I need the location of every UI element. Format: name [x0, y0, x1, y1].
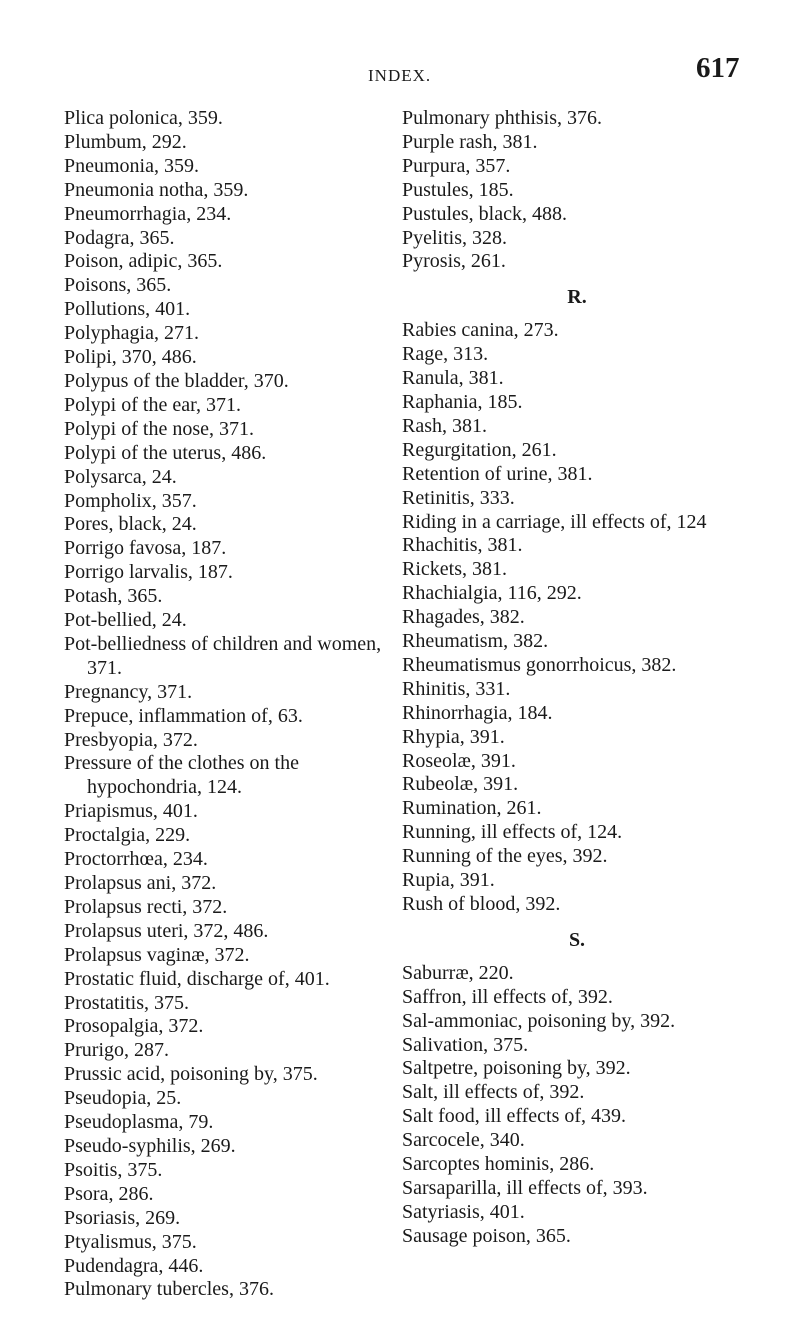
index-entry: Rage, 313. [402, 343, 489, 366]
index-entry: Pressure of the clothes on the hypochondria, 124. [64, 752, 299, 799]
index-entry: Rush of blood, 392. [402, 893, 561, 915]
index-entry: Polypi of the nose, 371. [64, 417, 254, 440]
index-entry: Pollutions, 401. [64, 298, 191, 321]
index-entry: Porrigo favosa, 187. [64, 537, 227, 560]
index-entry: Pregnancy, 371. [64, 680, 193, 703]
index-entry: Salivation, 375. [402, 1033, 529, 1056]
index-entry: Podagra, 365. [64, 226, 175, 249]
index-entry: Pustules, black, 488. [402, 202, 567, 225]
index-entry: Pulmonary phthisis, 376. [402, 107, 603, 129]
index-entry: Saltpetre, poisoning by, 392. [402, 1057, 631, 1080]
index-entry: Polypus of the bladder, 370. [64, 369, 289, 392]
index-entry: Pneumonia notha, 359. [64, 178, 249, 201]
index-entry: Purple rash, 381. [402, 130, 538, 153]
index-entry: Pyelitis, 328. [402, 226, 508, 249]
index-entry: Rhinitis, 331. [402, 677, 511, 700]
index-entry: Satyriasis, 401. [402, 1200, 525, 1223]
index-list-r [402, 319, 792, 917]
index-entry: Raphania, 185. [402, 390, 523, 413]
index-entry: Pot-bellied, 24. [64, 609, 187, 632]
index-entry: Presbyopia, 372. [64, 728, 198, 751]
index-entry: Proctalgia, 229. [64, 824, 191, 847]
index-entry: Polipi, 370, 486. [64, 346, 197, 369]
index-entry: Potash, 365. [64, 585, 163, 608]
index-entry: Proctorrhœa, 234. [64, 848, 208, 871]
index-entry: Prussic acid, poisoning by, 375. [64, 1063, 318, 1086]
index-entry: Rhypia, 391. [402, 725, 505, 748]
index-entry: Rumination, 261. [402, 797, 542, 820]
index-entry: Rhachitis, 381. [402, 534, 523, 557]
index-entry: Retinitis, 333. [402, 486, 515, 509]
index-entry: Sarcocele, 340. [402, 1129, 525, 1152]
index-entry: Pneumorrhagia, 234. [64, 202, 232, 225]
index-entry: Psoriasis, 269. [64, 1206, 181, 1229]
index-entry: Polyphagia, 271. [64, 322, 199, 345]
index-entry: Salt food, ill effects of, 439. [402, 1105, 627, 1128]
section-letter-r: R. [567, 286, 587, 309]
index-entry: Prolapsus ani, 372. [64, 872, 217, 894]
index-entry: Rash, 381. [402, 414, 487, 437]
index-entry: Pores, black, 24. [64, 513, 197, 536]
page-number: 617 [696, 52, 740, 84]
index-entry: Pompholix, 357. [64, 489, 197, 512]
index-entry: Rupia, 391. [402, 869, 495, 892]
index-list-p-continued [402, 107, 792, 274]
index-entry: Rabies canina, 273. [402, 319, 559, 342]
index-entry: Running of the eyes, 392. [402, 845, 608, 868]
index-column-right [402, 107, 792, 1249]
index-entry: Running, ill effects of, 124. [402, 821, 623, 844]
index-entry: Prostatic fluid, discharge of, 401. [64, 967, 330, 990]
index-entry: Sarsaparilla, ill effects of, 393. [402, 1176, 648, 1199]
index-entry: Sal-ammoniac, poisoning by, 392. [402, 1009, 676, 1032]
index-entry: Prolapsus vaginæ, 372. [64, 943, 250, 966]
index-entry: Rheumatism, 382. [402, 630, 549, 653]
index-entry: Rheumatismus gonorrhoicus, 382. [402, 653, 677, 676]
index-entry: Regurgitation, 261. [402, 438, 557, 461]
index-column-left [64, 107, 414, 1302]
index-entry: Riding in a carriage, ill effects of, 124 [402, 510, 707, 533]
index-entry: Priapismus, 401. [64, 800, 198, 823]
page-header [0, 52, 800, 92]
index-entry: Prolapsus uteri, 372, 486. [64, 919, 269, 942]
index-entry: Plumbum, 292. [64, 130, 187, 153]
index-entry: Ptyalismus, 375. [64, 1230, 197, 1253]
index-entry: Pulmonary tubercles, 376. [64, 1278, 274, 1301]
index-entry: Pyrosis, 261. [402, 250, 506, 273]
index-entry: Plica polonica, 359. [64, 107, 223, 129]
index-entry: Prostatitis, 375. [64, 991, 190, 1014]
index-entry: Polypi of the ear, 371. [64, 393, 241, 416]
running-title: INDEX. [368, 66, 432, 85]
index-entry: Sarcoptes hominis, 286. [402, 1153, 595, 1176]
index-entry: Porrigo larvalis, 187. [64, 561, 233, 584]
index-entry: Ranula, 381. [402, 367, 504, 390]
index-entry: Retention of urine, 381. [402, 462, 593, 485]
index-entry: Saburræ, 220. [402, 961, 514, 984]
index-entry: Prosopalgia, 372. [64, 1015, 204, 1038]
section-letter-s: S. [568, 928, 586, 951]
index-entry: Salt, ill effects of, 392. [402, 1081, 585, 1104]
index-list-s [402, 962, 792, 1249]
index-entry: Rickets, 381. [402, 558, 507, 581]
index-entry: Pudendagra, 446. [64, 1254, 204, 1277]
index-entry: Pseudopia, 25. [64, 1087, 182, 1110]
index-entry: Rubeolæ, 391. [402, 773, 519, 796]
index-entry: Prolapsus recti, 372. [64, 895, 228, 918]
index-entry: Pot-belliedness of children and women, 371. [64, 632, 382, 679]
index-entry: Rhagades, 382. [402, 606, 525, 629]
index-entry: Psora, 286. [64, 1182, 154, 1205]
index-entry: Purpura, 357. [402, 154, 511, 177]
index-entry: Pseudoplasma, 79. [64, 1111, 214, 1134]
index-entry: Polypi of the uterus, 486. [64, 441, 267, 464]
index-entry: Pseudo-syphilis, 269. [64, 1134, 236, 1157]
index-entry: Saffron, ill effects of, 392. [402, 985, 613, 1008]
index-entry: Prepuce, inflammation of, 63. [64, 704, 303, 727]
index-entry: Psoitis, 375. [64, 1158, 163, 1181]
index-entry: Poisons, 365. [64, 274, 172, 297]
index-entry: Roseolæ, 391. [402, 749, 516, 772]
index-entry: Rhachialgia, 116, 292. [402, 582, 582, 605]
index-entry: Sausage poison, 365. [402, 1224, 571, 1247]
index-entry: Rhinorrhagia, 184. [402, 701, 553, 724]
index-entry: Poison, adipic, 365. [64, 250, 223, 273]
index-entry: Pustules, 185. [402, 178, 514, 201]
index-entry: Pneumonia, 359. [64, 154, 199, 177]
index-entry: Polysarca, 24. [64, 465, 177, 488]
index-entry: Prurigo, 287. [64, 1039, 169, 1062]
